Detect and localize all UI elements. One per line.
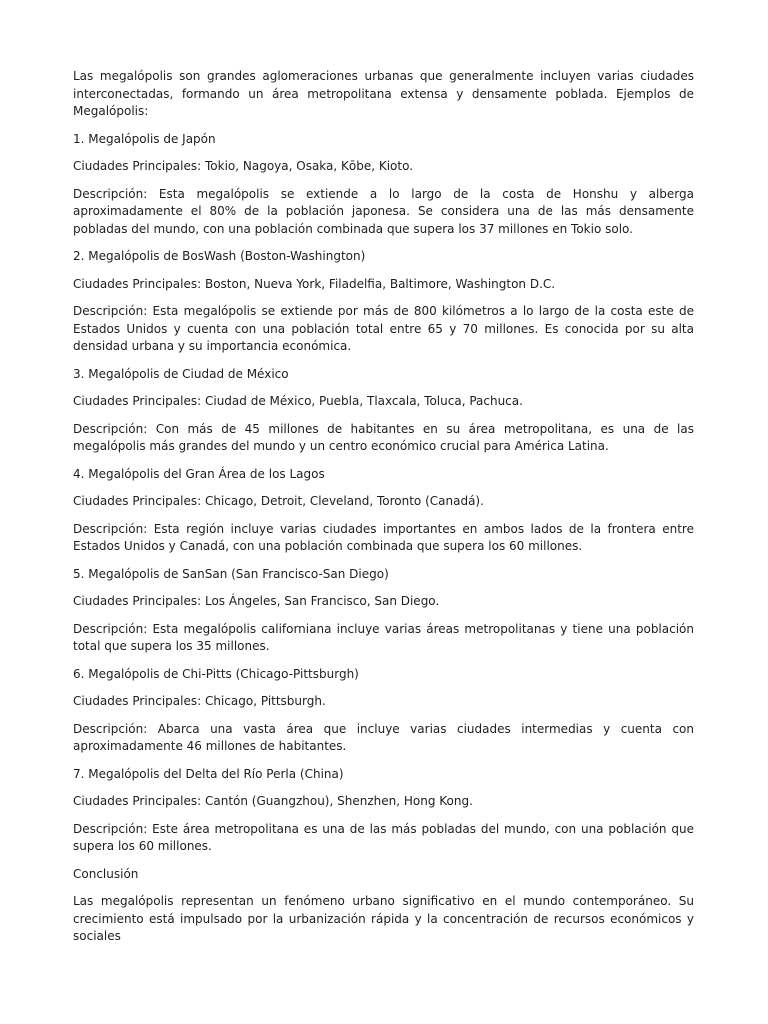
section-3 xyxy=(73,366,694,456)
conclusion-heading: Conclusión xyxy=(73,866,139,881)
section-7 xyxy=(73,766,694,856)
section-description: Descripción: Esta megalópolis se extiende a lo largo de la costa de Honshu y alberga aproximadamente el 80% de la población japonesa. Se considera una de las más densamente pobladas del mundo, con una población combinada que supera los 37 millones en Tokio solo. xyxy=(73,186,694,236)
section-cities: Ciudades Principales: Chicago, Detroit, Cleveland, Toronto (Canadá). xyxy=(73,494,484,508)
section-cities: Ciudades Principales: Boston, Nueva York, Filadelfia, Baltimore, Washington D.C. xyxy=(73,276,556,291)
section-cities: Ciudades Principales: Tokio, Nagoya, Osaka, Kōbe, Kioto. xyxy=(73,159,414,173)
section-heading: 3. Megalópolis de Ciudad de México xyxy=(73,366,289,381)
section-6 xyxy=(73,666,694,756)
section-heading: 4. Megalópolis del Gran Área de los Lagos xyxy=(73,466,325,481)
section-5 xyxy=(73,566,694,656)
section-description: Descripción: Con más de 45 millones de habitantes en su área metropolitana, es una de las megalópolis más grandes del mundo y un centro económico crucial para América Latina. xyxy=(73,421,694,453)
section-heading: 1. Megalópolis de Japón xyxy=(73,131,216,146)
section-description: Descripción: Esta megalópolis se extiende por más de 800 kilómetros a lo largo de la costa este de Estados Unidos y cuenta con una población total entre 65 y 70 millones. Es conocida por su alta densidad urbana y su importancia económica. xyxy=(73,304,694,353)
conclusion-paragraph: Las megalópolis representan un fenómeno urbano significativo en el mundo contemporáneo. Su crecimiento está impulsado por la urbanización rápida y la concentración de recursos económicos y sociales xyxy=(73,894,694,943)
section-heading: 2. Megalópolis de BosWash (Boston-Washington) xyxy=(73,249,366,263)
section-4 xyxy=(73,466,694,556)
section-heading: 5. Megalópolis de SanSan (San Francisco-San Diego) xyxy=(73,566,389,581)
document-page xyxy=(73,68,694,956)
section-cities: Ciudades Principales: Cantón (Guangzhou), Shenzhen, Hong Kong. xyxy=(73,794,473,808)
section-cities: Ciudades Principales: Chicago, Pittsburgh. xyxy=(73,694,326,708)
section-2 xyxy=(73,248,694,356)
section-heading: 7. Megalópolis del Delta del Río Perla (China) xyxy=(73,766,344,781)
section-description: Descripción: Abarca una vasta área que incluye varias ciudades intermedias y cuenta con aproximadamente 46 millones de habitantes. xyxy=(73,721,694,753)
section-description: Descripción: Esta región incluye varias ciudades importantes en ambos lados de la frontera entre Estados Unidos y Canadá, con una población combinada que supera los 60 millones. xyxy=(73,521,694,553)
section-heading: 6. Megalópolis de Chi-Pitts (Chicago-Pittsburgh) xyxy=(73,666,359,681)
section-description: Descripción: Esta megalópolis californiana incluye varias áreas metropolitanas y tiene una población total que supera los 35 millones. xyxy=(73,621,694,653)
section-1 xyxy=(73,131,694,239)
section-cities: Ciudades Principales: Ciudad de México, Puebla, Tlaxcala, Toluca, Pachuca. xyxy=(73,394,523,408)
section-description: Descripción: Este área metropolitana es una de las más pobladas del mundo, con una población que supera los 60 millones. xyxy=(73,821,694,853)
intro-paragraph: Las megalópolis son grandes aglomeraciones urbanas que generalmente incluyen varias ciudades interconectadas, formando un área metropolitana extensa y densamente poblada. Ejemplos de Megalópolis: xyxy=(73,69,694,118)
section-cities: Ciudades Principales: Los Ángeles, San Francisco, San Diego. xyxy=(73,594,440,608)
